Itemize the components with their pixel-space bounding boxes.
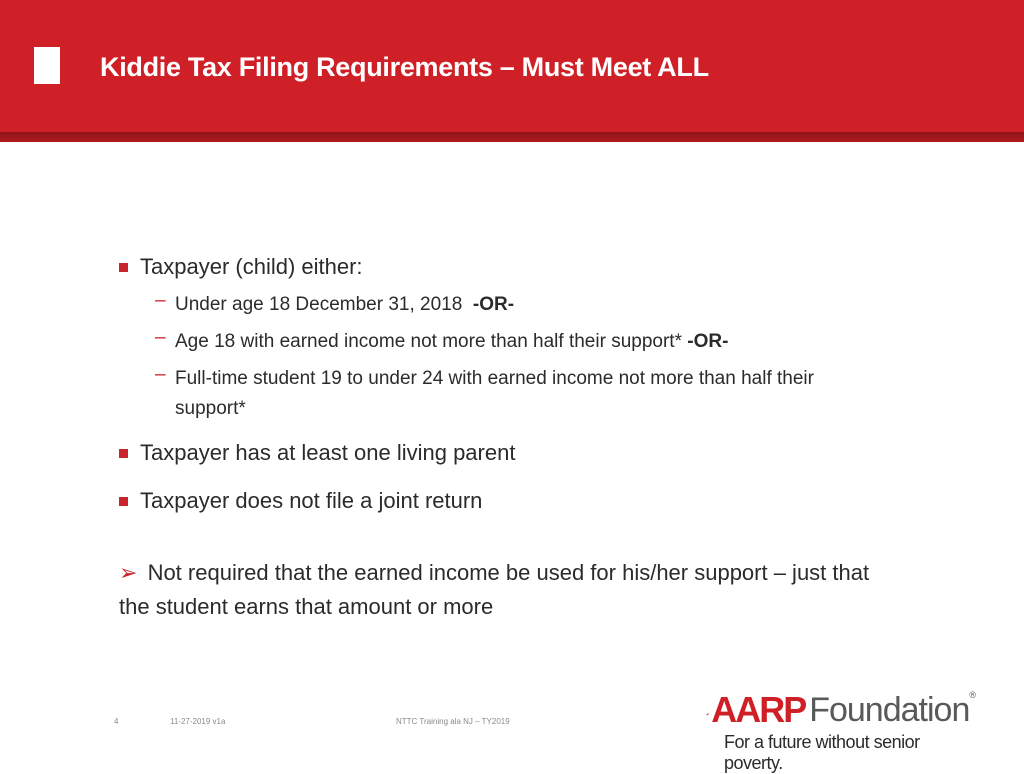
title-square-marker (34, 47, 60, 84)
bullet-item (119, 254, 363, 280)
bullet-text: Taxpayer does not file a joint return (140, 488, 483, 513)
aarp-wordmark: AARP (711, 689, 806, 730)
dash-bullet-icon: – (155, 364, 166, 385)
note-paragraph (119, 556, 959, 624)
bullet-item (119, 440, 515, 466)
sub-bullet-line: support* (175, 398, 246, 419)
logo-wordmark (706, 688, 976, 728)
or-label: -OR- (472, 294, 515, 315)
sub-bullet-text (175, 290, 514, 320)
or-label: -OR- (687, 331, 729, 352)
logo-tagline: For a future without senior poverty. (724, 732, 920, 773)
note-line: Not required that the earned income be used for his/her support – just that (147, 560, 870, 585)
wing-icon (706, 700, 709, 728)
square-bullet-icon (119, 263, 128, 272)
dash-bullet-icon: – (155, 290, 166, 311)
course-label: NTTC Training ala NJ – TY2019 (396, 717, 510, 726)
foundation-wordmark: Foundation (809, 691, 970, 729)
bullet-text: Taxpayer (child) either: (140, 254, 363, 279)
slide-title: Kiddie Tax Filing Requirements – Must Meet ALL (100, 52, 709, 82)
sub-bullet-main: Age 18 with earned income not more than half their support* (175, 331, 682, 352)
bullet-item (119, 488, 482, 514)
square-bullet-icon (119, 449, 128, 458)
sub-bullet-text (175, 327, 728, 357)
aarp-foundation-logo (706, 688, 976, 773)
version-label: 11-27-2019 v1a (170, 717, 226, 726)
arrow-bullet-icon: ➢ (119, 560, 138, 585)
sub-bullet-item (155, 327, 728, 357)
sub-bullet-line: Full-time student 19 to under 24 with earned income not more than half their (175, 368, 814, 389)
registered-mark: ® (969, 690, 976, 700)
square-bullet-icon (119, 497, 128, 506)
title-bar-shadow (0, 132, 1024, 142)
sub-bullet-text (175, 364, 814, 424)
bullet-text: Taxpayer has at least one living parent (140, 440, 516, 465)
dash-bullet-icon: – (155, 327, 166, 348)
sub-bullet-item (155, 290, 514, 320)
sub-bullet-main: Under age 18 December 31, 2018 (175, 294, 463, 315)
sub-bullet-item (155, 364, 915, 424)
page-number: 4 (114, 717, 119, 726)
note-line: the student earns that amount or more (119, 594, 494, 619)
